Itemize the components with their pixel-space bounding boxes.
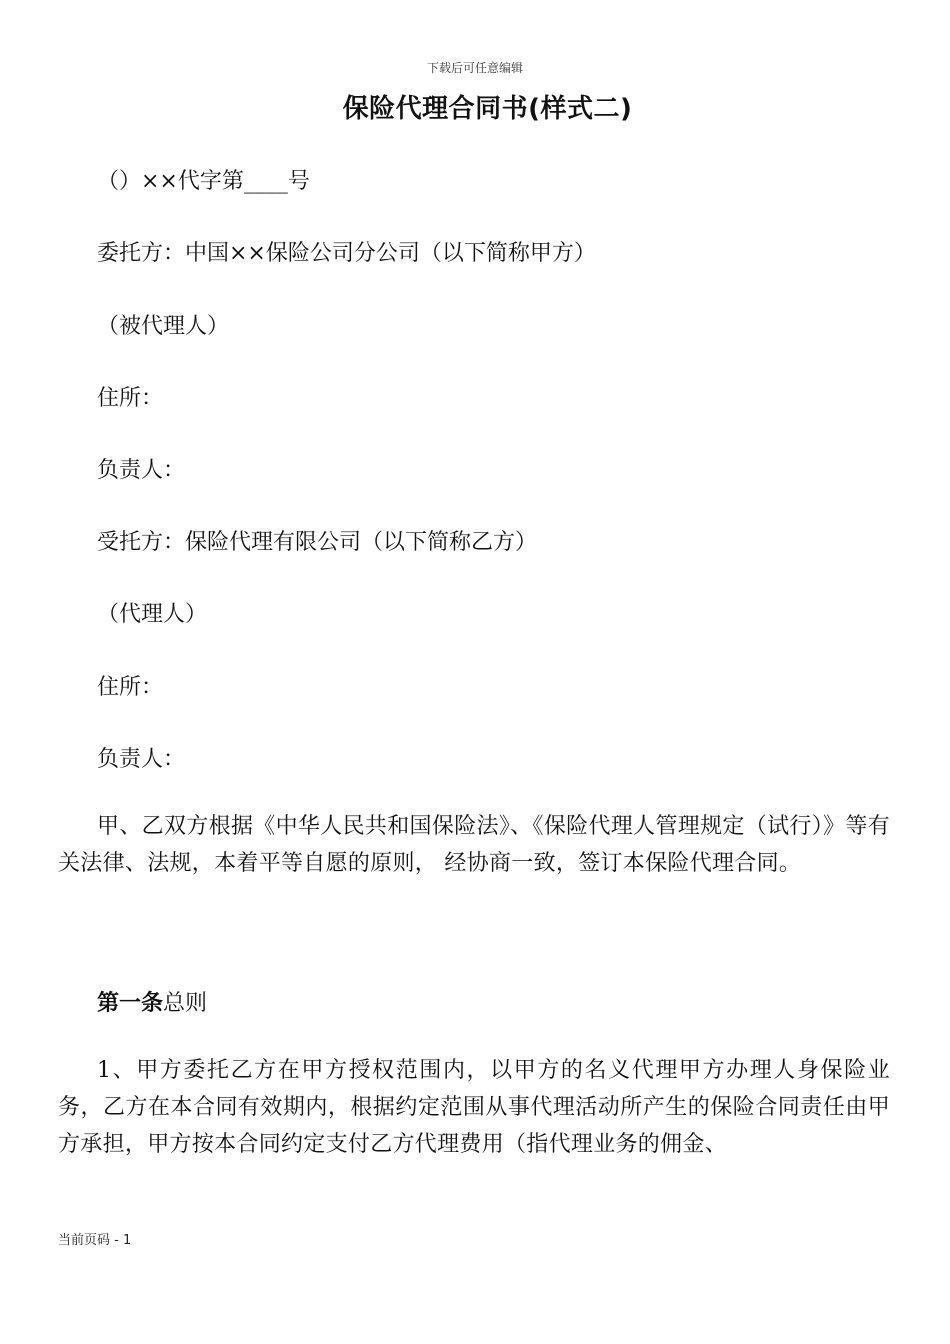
page-footer: 当前页码 - 1 xyxy=(58,1233,132,1248)
header-note: 下载后可任意编辑 xyxy=(426,61,523,75)
agent-person: 负责人： xyxy=(97,747,186,772)
agent-label: 受托方：保险代理有限公司（以下简称乙方） xyxy=(97,530,538,555)
principal-person: 负责人： xyxy=(97,458,186,483)
document-number: （）××代字第____号 xyxy=(97,169,310,194)
document-title: 保险代理合同书(样式二) xyxy=(342,94,633,124)
principal-address: 住所： xyxy=(97,386,164,411)
article-number: 第一条 xyxy=(97,991,164,1016)
principal-label: 委托方：中国××保险公司分公司（以下简称甲方） xyxy=(97,241,596,266)
agent-address: 住所： xyxy=(97,675,164,700)
article-heading xyxy=(97,986,207,1017)
article-name: 总则 xyxy=(163,991,208,1016)
article-clause: 1、甲方委托乙方在甲方授权范围内，以甲方的名义代理甲方办理人身保险业务，乙方在本合同有效期内，根据约定范围从事代理活动所产生的保险合同责任由甲方承担，甲方按本合同约定支付乙方代理费用（指代理业务的佣金、 xyxy=(58,1058,890,1157)
agent-role: （代理人） xyxy=(97,602,208,627)
preamble-paragraph: 甲、乙双方根据《中华人民共和国保险法》、《保险代理人管理规定（试行）》等有关法律、法规，本着平等自愿的原则， 经协商一致，签订本保险代理合同。 xyxy=(58,814,890,876)
principal-role: （被代理人） xyxy=(97,314,230,339)
